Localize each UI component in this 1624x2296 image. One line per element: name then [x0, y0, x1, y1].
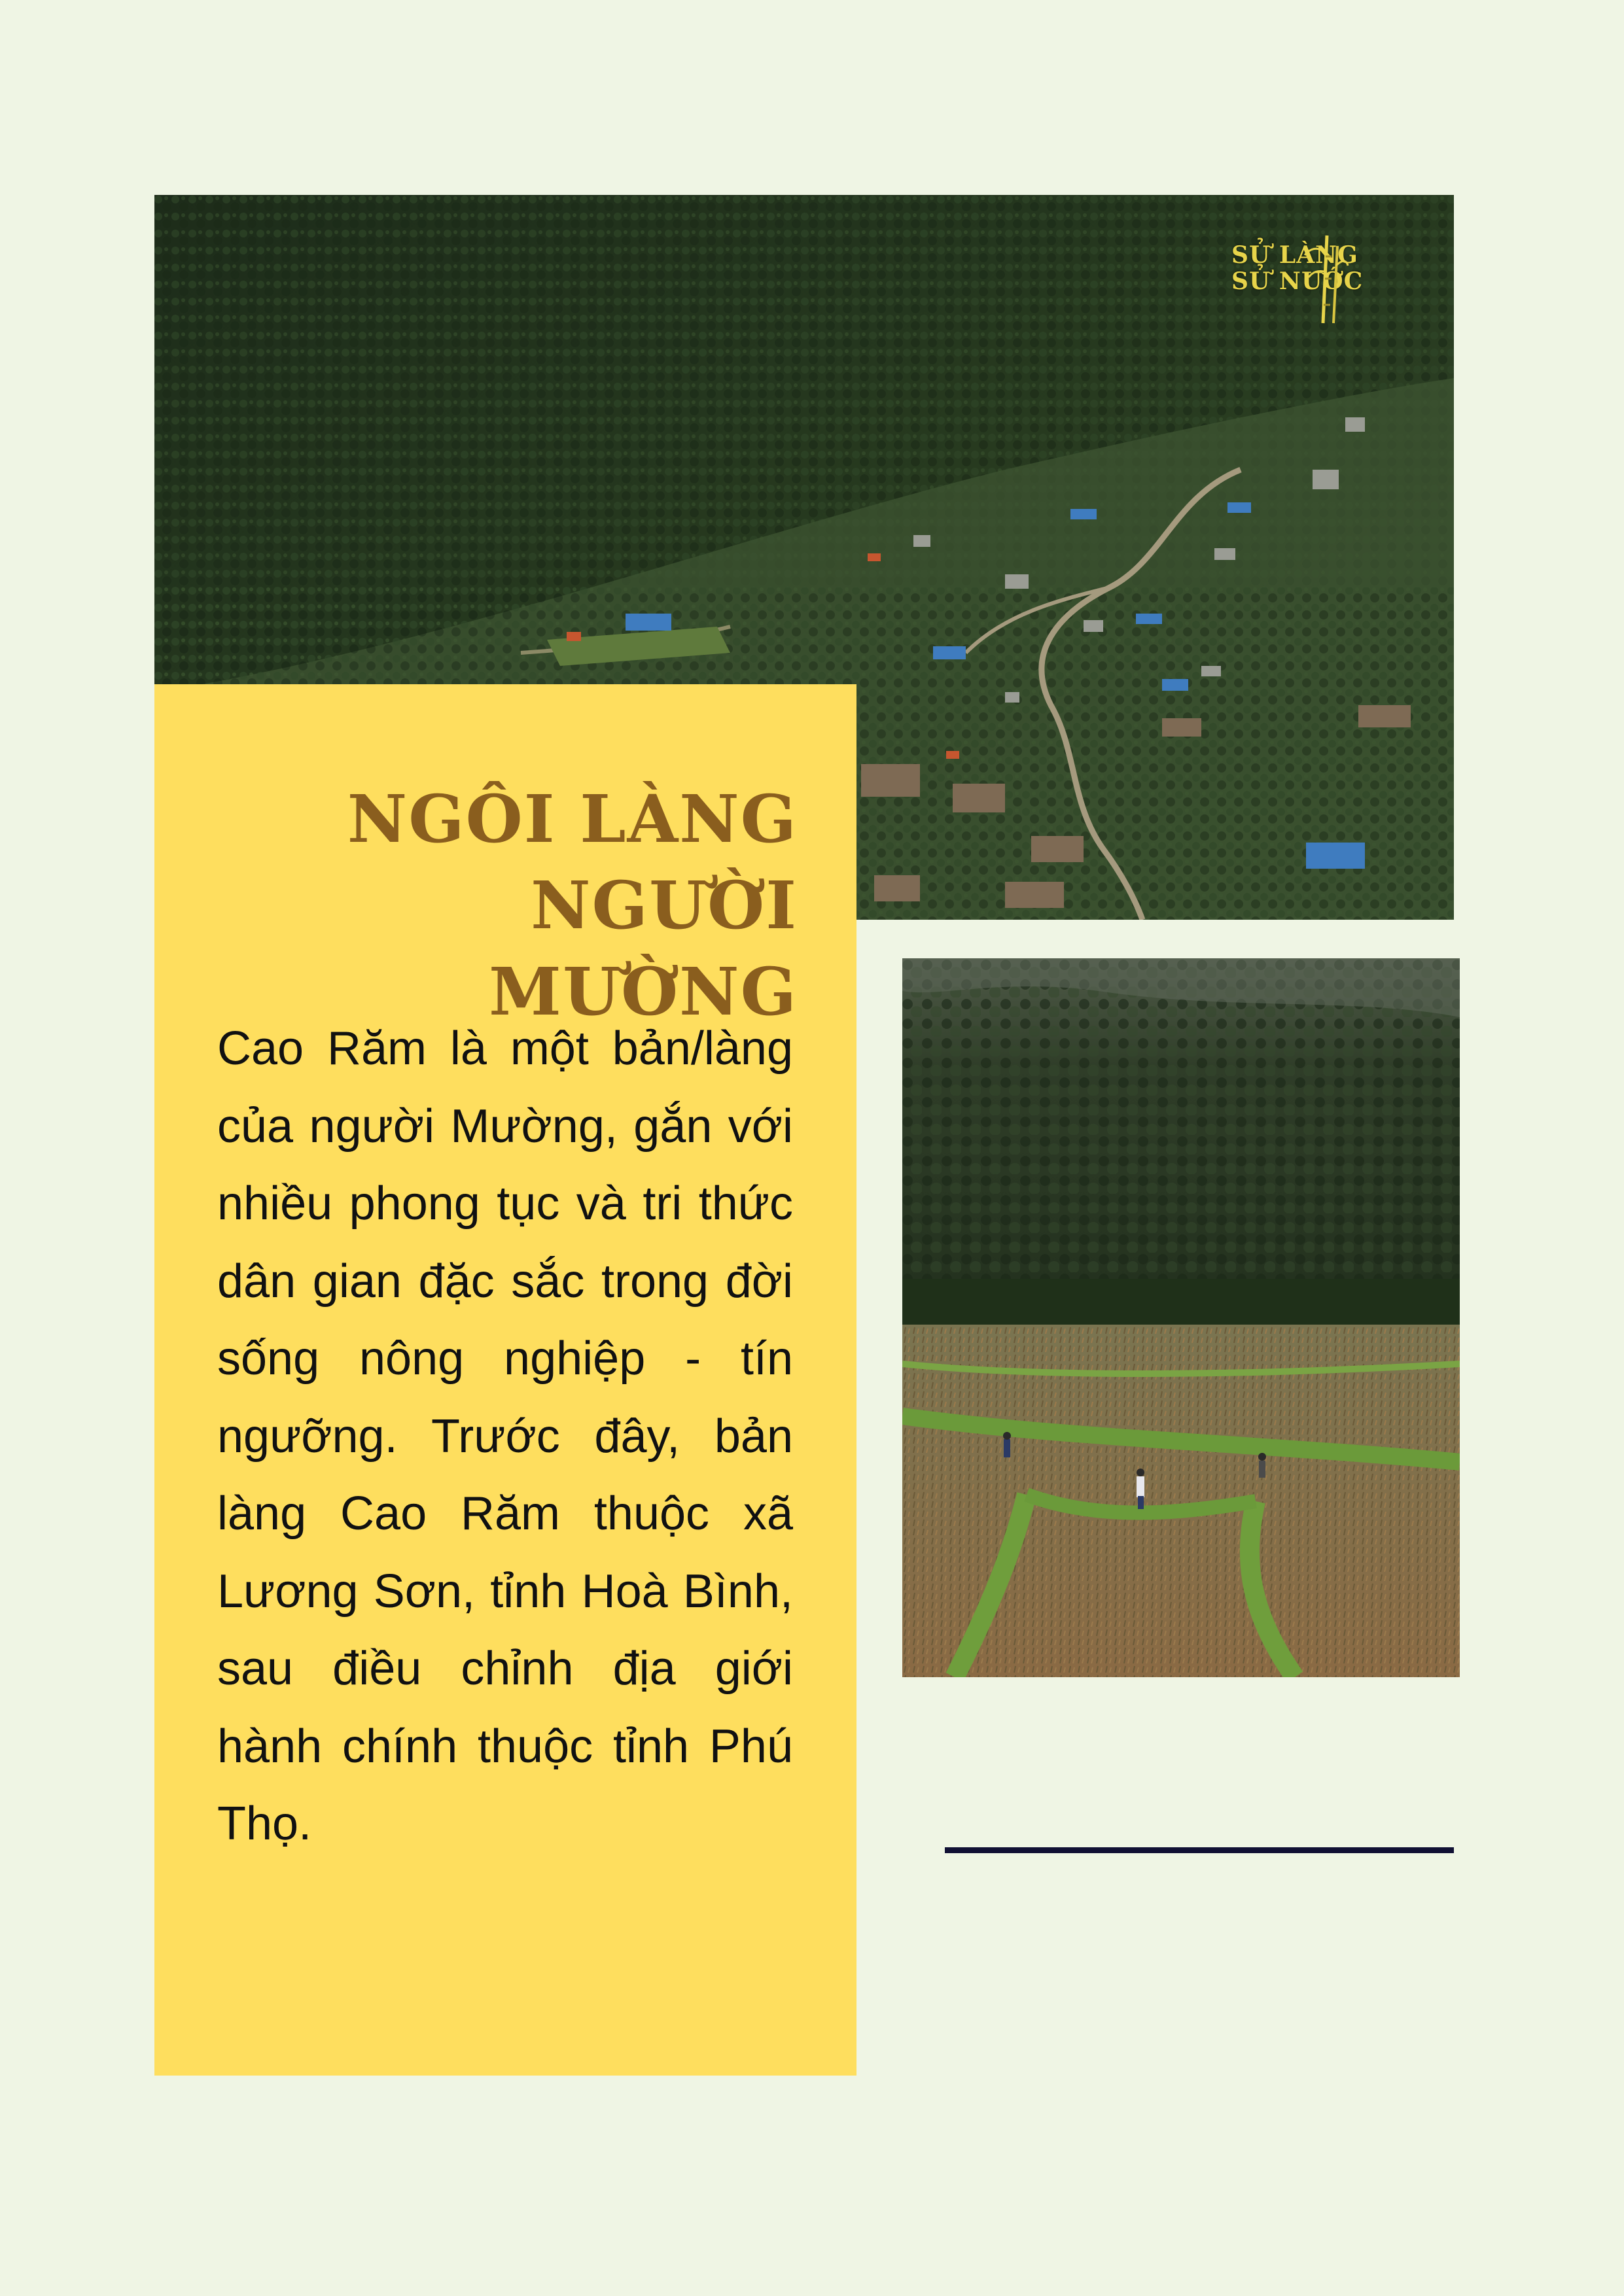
logo-line-1: SỬ LÀNG [1231, 241, 1358, 269]
logo-line-2: SỬ NƯỚC [1231, 268, 1364, 295]
rice-field-photo [902, 958, 1460, 1677]
divider-line [945, 1847, 1454, 1853]
body-paragraph: Cao Răm là một bản/làng của người Mường, gắn với nhiều phong tục và tri thức dân gian đặc sắc trong đời sống nông nghiệp - tín ngưỡng. Trước đây, bản làng Cao Răm thuộc xã Lương Sơn, tỉnh Hoà Bình, sau điều chỉnh địa giới hành chính thuộc tỉnh Phú Thọ. [217, 1022, 793, 1850]
brand-logo [1231, 233, 1421, 324]
bamboo-icon [1231, 233, 1421, 324]
title-line-1: NGÔI LÀNG [347, 780, 798, 858]
page-title [213, 776, 798, 1035]
title-line-2: NGƯỜI MƯỜNG [489, 867, 798, 1030]
text-panel [154, 684, 856, 2076]
